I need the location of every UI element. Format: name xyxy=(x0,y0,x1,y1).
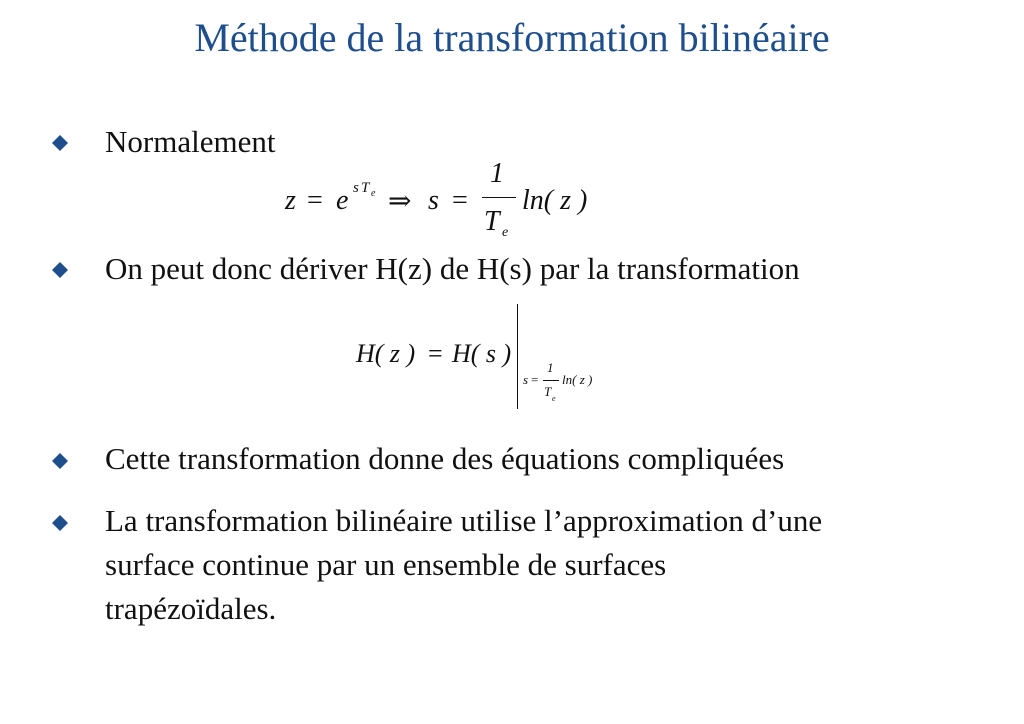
eq1-denominator-e: e xyxy=(502,225,509,240)
eq2-lhs: H( z ) xyxy=(356,339,416,368)
eq1-z: z xyxy=(285,185,296,216)
eq1-denominator-T: T xyxy=(484,206,500,237)
eq2-sub-numerator: 1 xyxy=(547,360,554,375)
bullet-text-approximation-line3: trapézoïdales. xyxy=(105,591,277,626)
bullet-text-approximation-line2: surface continue par un ensemble de surfaces xyxy=(105,547,667,582)
eq1-implies: ⇒ xyxy=(388,186,412,217)
eq2-sub-ln-z: ln( z ) xyxy=(562,372,593,387)
bullet-text-normalement: Normalement xyxy=(105,124,276,159)
eq1-numerator: 1 xyxy=(490,158,504,189)
eq2-sub-s: s xyxy=(523,372,529,387)
eq1-ln-z: ln( z ) xyxy=(522,185,588,216)
diamond-bullet-icon xyxy=(52,135,68,151)
eq2-equals: = xyxy=(428,339,443,368)
eq1-exp-T: T xyxy=(361,180,370,196)
diamond-bullet-icon xyxy=(52,515,68,531)
bullet-text-approximation-line1: La transformation bilinéaire utilise l’approximation d’une xyxy=(105,503,823,538)
slide-title: Méthode de la transformation bilinéaire xyxy=(194,15,830,60)
bullet-text-equations: Cette transformation donne des équations compliquées xyxy=(105,441,785,476)
eq1-exp-s: s xyxy=(353,180,359,196)
eq1-fraction-bar xyxy=(482,197,516,198)
eq2-rhs: H( s ) xyxy=(452,339,512,368)
eq1-s: s xyxy=(428,185,439,216)
diamond-bullet-icon xyxy=(52,453,68,469)
eq2-evaluation-bar xyxy=(517,304,518,409)
eq1-exp-e: e xyxy=(371,188,376,199)
bullet-text-deriver: On peut donc dériver H(z) de H(s) par la transformation xyxy=(105,251,800,286)
eq2-sub-denominator-e: e xyxy=(552,394,556,403)
diamond-bullet-icon xyxy=(52,262,68,278)
eq1-equals: = xyxy=(307,185,323,216)
eq1-equals-2: = xyxy=(452,185,468,216)
eq2-sub-denominator-T: T xyxy=(544,384,552,399)
eq1-e: e xyxy=(336,185,349,216)
eq2-sub-equals: = xyxy=(531,372,539,387)
eq2-sub-fraction-bar xyxy=(543,380,559,381)
